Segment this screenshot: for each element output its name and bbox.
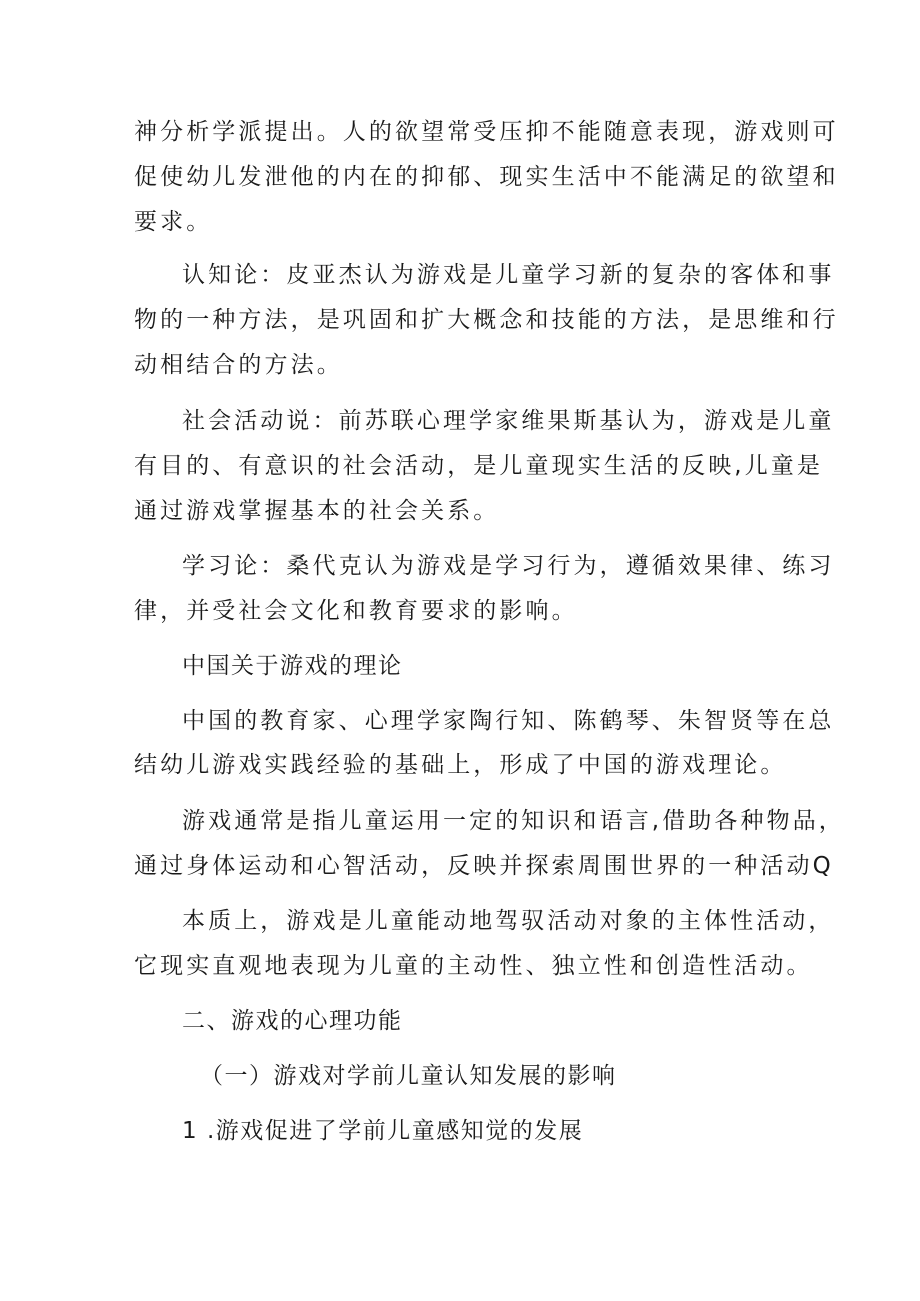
paragraph-line: 物的一种方法，是巩固和扩大概念和技能的方法，是思维和行 <box>134 307 839 333</box>
paragraph-line: 通过游戏掌握基本的社会关系。 <box>134 498 500 524</box>
paragraph-line: 促使幼儿发泄他的内在的抑郁、现实生活中不能满足的欲望和 <box>134 164 839 190</box>
paragraph-line: 认知论：皮亚杰认为游戏是儿童学习新的复杂的客体和事 <box>182 262 835 288</box>
paragraph-line: 社会活动说：前苏联心理学家维果斯基认为，游戏是儿童 <box>182 408 835 434</box>
paragraph-line: 中国的教育家、心理学家陶行知、陈鹤琴、朱智贤等在总 <box>182 708 835 734</box>
subsection-heading: 1 .游戏促进了学前儿童感知觉的发展 <box>182 1118 584 1144</box>
paragraph-line: 律，并受社会文化和教育要求的影响。 <box>134 598 578 624</box>
paragraph-line: 通过身体运动和心智活动，反映并探索周围世界的一种活动Q <box>134 853 834 879</box>
paragraph-line: 学习论：桑代克认为游戏是学习行为，遵循效果律、练习 <box>182 553 835 579</box>
paragraph-line: 要求。 <box>134 209 213 235</box>
paragraph-line: 有目的、有意识的社会活动，是儿童现实生活的反映,儿童是 <box>134 453 824 479</box>
subsection-heading: （一）游戏对学前儿童认知发展的影响 <box>200 1063 617 1089</box>
section-heading: 中国关于游戏的理论 <box>182 653 403 679</box>
paragraph-line: 结幼儿游戏实践经验的基础上，形成了中国的游戏理论。 <box>134 752 787 778</box>
section-heading: 二、游戏的心理功能 <box>182 1008 403 1034</box>
paragraph-line: 神分析学派提出。人的欲望常受压抑不能随意表现，游戏则可 <box>134 119 839 145</box>
paragraph-line: 本质上，游戏是儿童能动地驾驭活动对象的主体性活动， <box>182 908 835 934</box>
paragraph-line: 游戏通常是指儿童运用一定的知识和语言,借助各种物品， <box>182 808 845 834</box>
paragraph-line: 动相结合的方法。 <box>134 352 343 378</box>
paragraph-line: 它现实直观地表现为儿童的主动性、独立性和创造性活动。 <box>134 953 813 979</box>
